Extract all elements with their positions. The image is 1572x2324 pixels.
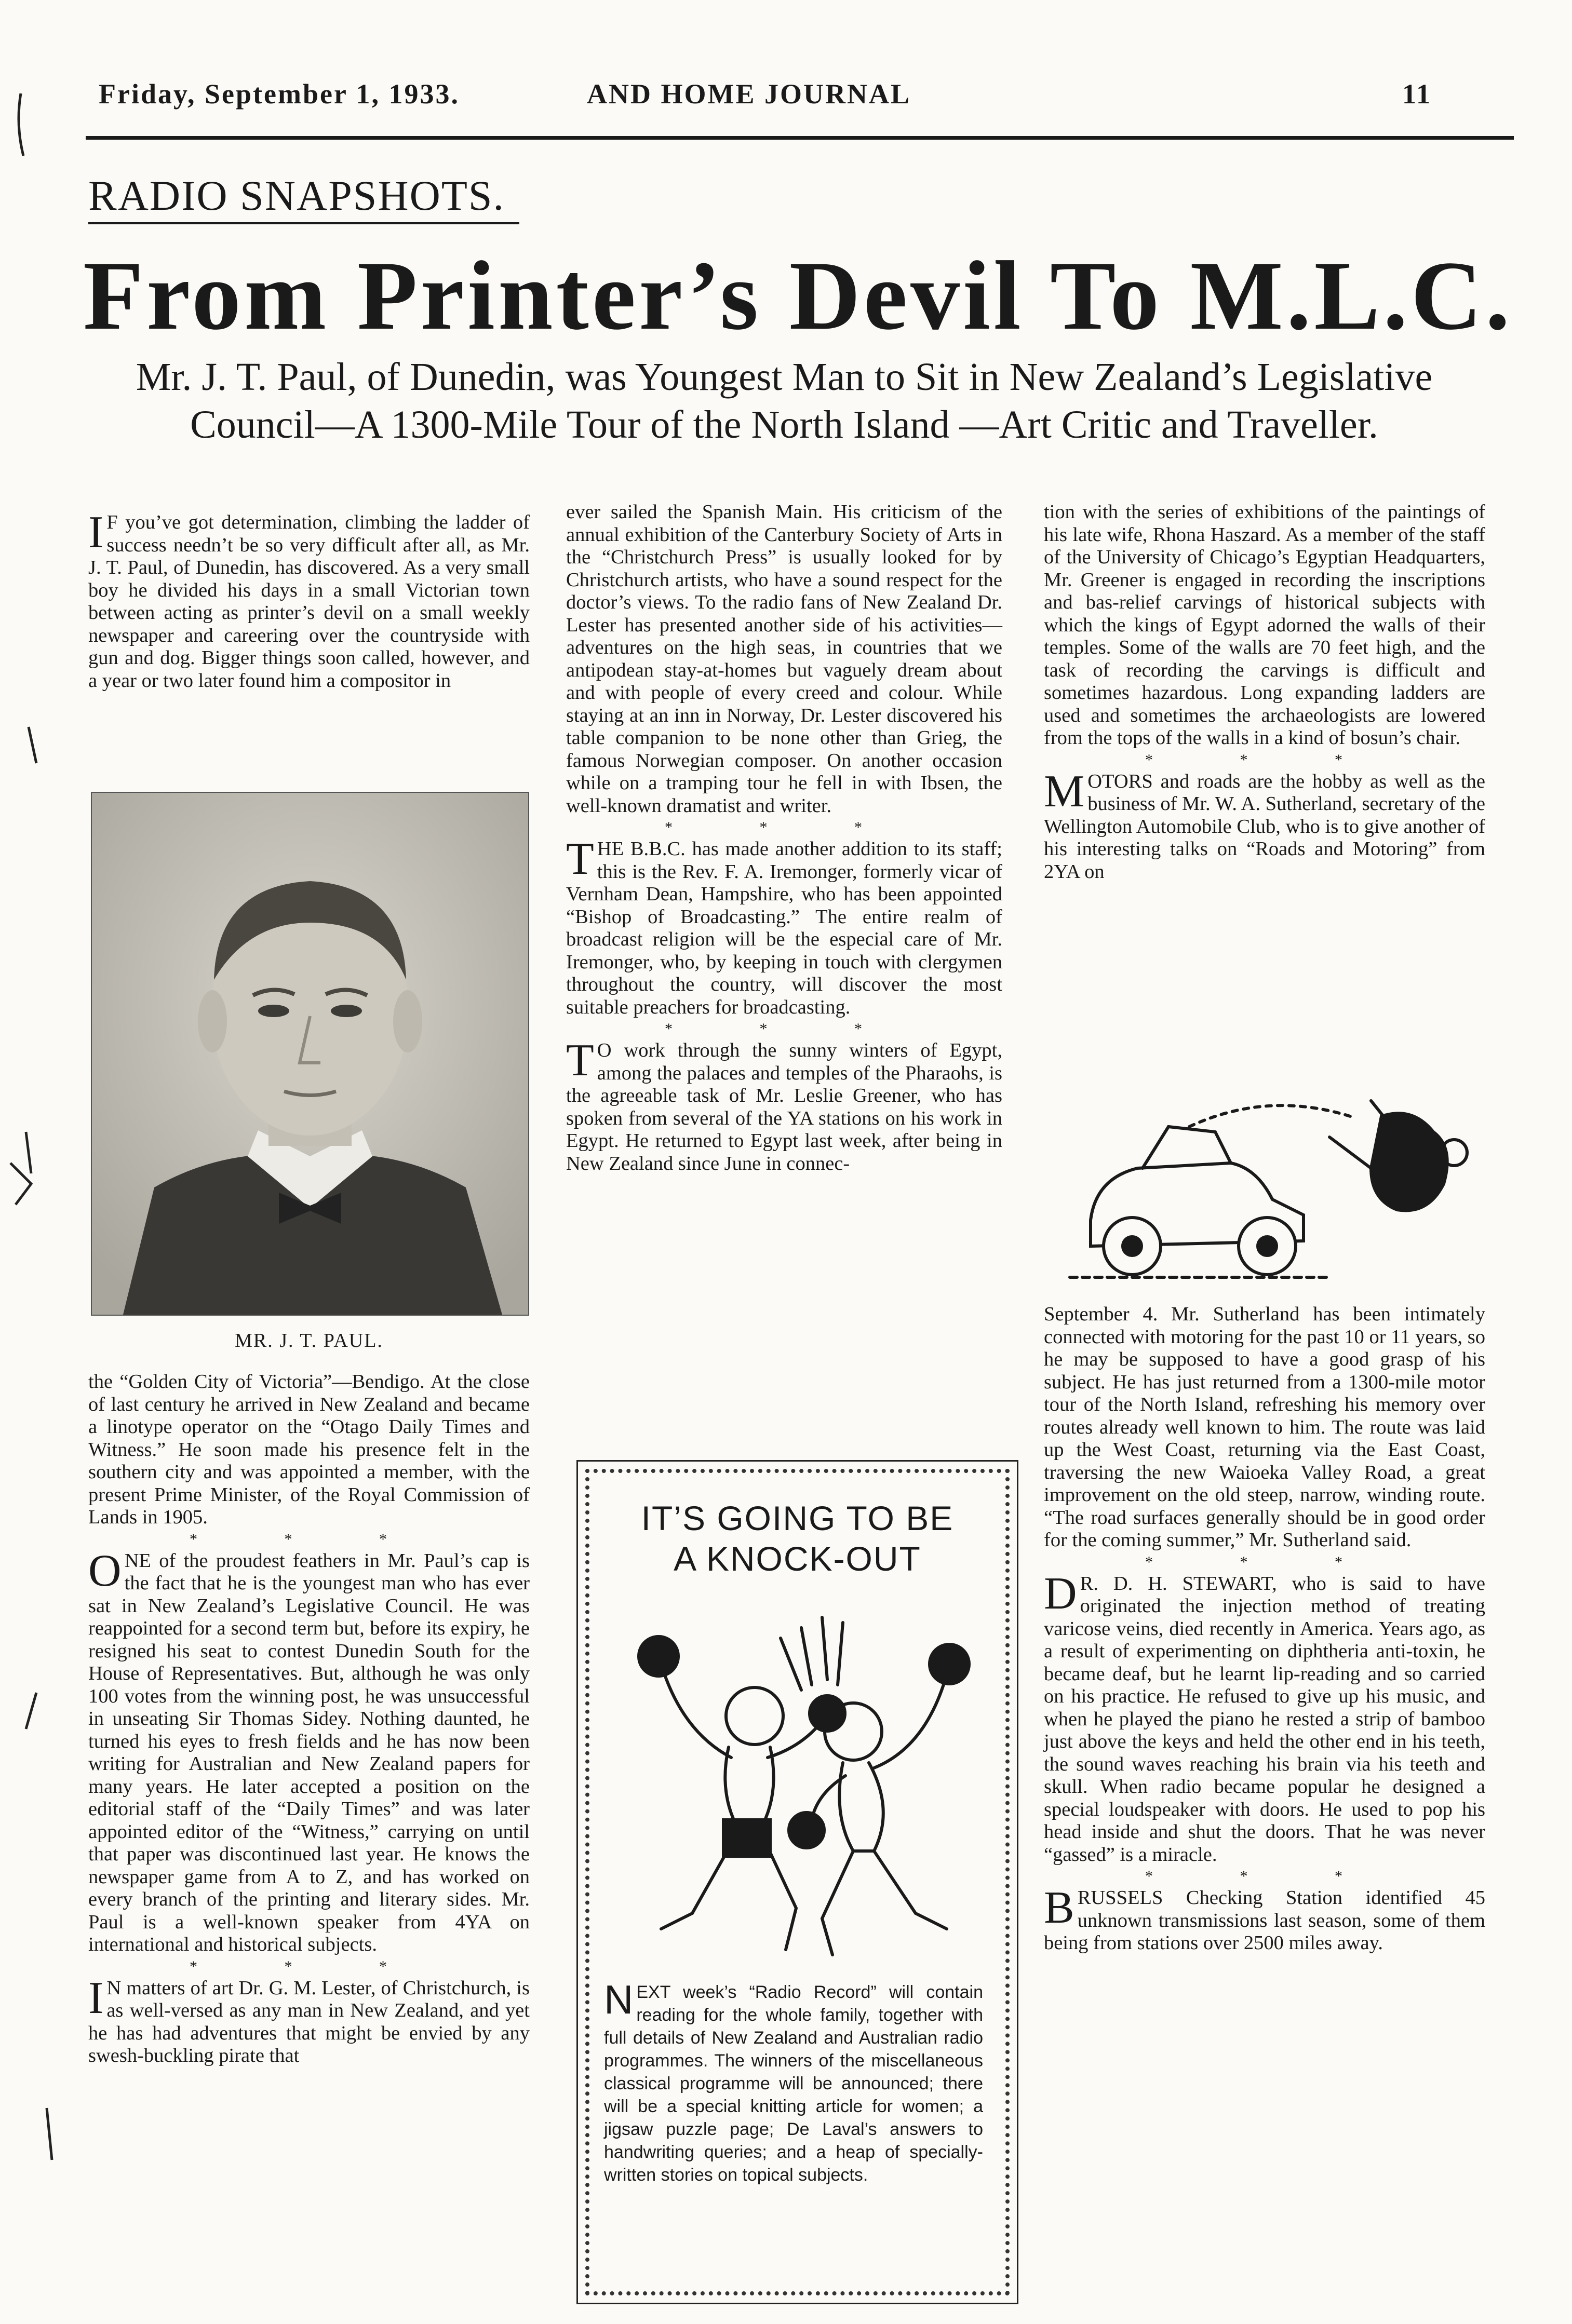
column-1-bottom [88,1371,530,2068]
header-rule [86,136,1514,140]
paragraph-text: N matters of art Dr. G. M. Lester, of Christchurch, is as well-versed as any man in New Zealand, and yet he has had adventures that might be envied by any swesh-buckling pirate that [88,1977,530,2066]
article-paragraph: ever sailed the Spanish Main. His criticism of the annual exhibition of the Canterbury Society of Arts in the “Christchurch Press” is usually looked for by Christchurch artists, who have a sound respect for the doctor’s views. To the radio fans of New Zealand Dr. Lester has presented another side of his activities—adventures on the high seas, in countries that we antipodean stay-at-homes but vaguely dream about and with people of every creed and colour. While staying at an inn in Norway, Dr. Lester discovered his table companion to be none other than Grieg, the famous Norwegian composer. On another occasion while on a tramping tour he fell in with Ibsen, the well-known dramatist and writer. [566,501,1002,817]
headline: From Printer’s Devil To M.L.C. [83,241,1513,350]
article-paragraph [88,1545,530,1956]
drop-cap: D [1044,1568,1077,1619]
article-paragraph: the “Golden City of Victoria”—Bendigo. At the close of last century he arrived in New Zealand and became a linotype operator on the “Otago Daily Times and Witness.” He soon made his presence felt in the southern city and was appointed a member, with the present Prime Minister, of the Royal Commission of Lands in 1905. [88,1371,530,1528]
section-title: RADIO SNAPSHOTS. [88,172,505,219]
drop-cap: T [566,834,594,884]
article-paragraph [566,1035,1002,1175]
article-paragraph [1044,1883,1485,1955]
article-paragraph: September 4. Mr. Sutherland has been intimately connected with motoring for the past 10 or 11 years, so he may be supposed to have a good grasp of his subject. He has just returned from a 1300-mile motor tour of the North Island, refreshing his memory over routes already well known to him. The route was laid up the West Coast, returning via the East Coast, traversing the new Waioeka Valley Road, a great improvement on the old steep, narrow, winding route. “The road surfaces generally should be in good order for the coming summer,” Mr. Sutherland said. [1044,1303,1485,1551]
article-paragraph: tion with the series of exhibitions of the paintings of his late wife, Rhona Haszard. As a member of the staff of the University of Chicago’s Egyptian Headquarters, Mr. Greener is engaged in recording the inscriptions and bas-relief carvings of historical subjects with which the kings of Egypt adorned the walls of their temples. Some of the walls are 70 feet high, and the task of recording the carvings is difficult and sometimes hazardous. Long expanding ladders are used and sometimes the archaeologists are lowered from the tops of the walls in a kind of bosun’s chair. [1044,501,1485,749]
paragraph-text: NE of the proudest feathers in Mr. Paul’s cap is the fact that he is the youngest man who has ever sat in New Zealand’s Legislative Council. He was reappointed for a second term but, before its expiry, he resigned his seat to contest Dunedin South for the House of Representatives. But, although he was only 100 votes from the winning post, he was unsuccessful in unseating Sir Thomas Sidey. Nothing daunted, he turned his eyes to fresh fields and he has now been writing for Australian and New Zealand papers for many years. He later accepted a position on the editorial staff of the “Daily Times” and was later appointed editor of the “Witness,” carrying on until that paper was discontinued last year. He knows the newspaper game from A to Z, and has worked on every branch of the printing and literary sides. Mr. Paul is a well-known speaker from 4YA on international and historical subjects. [88,1549,530,1955]
article-paragraph [88,1972,530,2068]
drop-cap: O [88,1545,122,1596]
separator-stars: * * * [190,1957,428,1975]
header-date: Friday, September 1, 1933. [99,78,460,110]
header-page-number: 11 [1402,78,1432,110]
drop-cap: T [566,1035,594,1086]
portrait-photo [91,792,529,1316]
column-1-top [88,507,530,692]
article-paragraph [1044,1568,1485,1867]
boxers-illustration [625,1597,973,1970]
separator-stars: * * * [1145,1553,1384,1571]
separator-stars: * * * [1145,751,1384,768]
separator-stars: * * * [190,1530,428,1548]
paragraph-text: O work through the sunny winters of Egypt, among the palaces and temples of the Pharaohs, is the agreeable task of Mr. Leslie Greener, who has spoken from several of the YA stations on his work in Egypt. He returned to Egypt last week, after being in New Zealand since June in connec- [566,1039,1002,1174]
paragraph-text: F you’ve got determination, climbing the ladder of success needn’t be so very difficult after all, as Mr. J. T. Paul, of Dunedin, has discovered. As a very small boy he divided his days in a small Victorian town between acting as printer’s devil on a small weekly newspaper and careering over the countryside with gun and dog. Bigger things soon called, however, and a year or two later found him a compositor in [88,511,530,692]
separator-stars: * * * [665,1020,904,1037]
drop-cap: I [88,1972,104,2023]
drop-cap: M [1044,766,1085,817]
column-3-bottom [1044,1303,1485,1955]
article-paragraph [1044,766,1485,884]
section-underline [88,222,519,224]
knockout-advert-box [576,1460,1018,2304]
separator-stars: * * * [1145,1868,1384,1885]
paragraph-text: RUSSELS Checking Station identified 45 unknown transmissions last season, some of them being from stations over 2500 miles away. [1044,1887,1485,1954]
photo-caption: MR. J. T. PAUL. [235,1330,383,1352]
column-3-top [1044,501,1485,883]
drop-cap: N [604,1977,634,2022]
advert-text [604,1977,983,2186]
advert-title-line-2: A KNOCK-OUT [674,1539,921,1578]
article-paragraph [566,834,1002,1019]
drop-cap: B [1044,1883,1074,1933]
advert-title-line-1: IT’S GOING TO BE [641,1499,954,1537]
paragraph-text: OTORS and roads are the hobby as well as the business of Mr. W. A. Sutherland, secretary of the Wellington Automobile Club, who is to give another of his interesting talks on “Roads and Motoring” from 2YA on [1044,770,1485,883]
margin-binding-marks [0,0,62,2324]
motorcar-cartoon [1059,1096,1485,1288]
drop-cap: I [88,507,104,558]
subheadline: Mr. J. T. Paul, of Dunedin, was Youngest Man to Sit in New Zealand’s Legislative Council—A 1300-Mile Tour of the North Island —Art Critic and Traveller. [136,355,1433,447]
paragraph-text: HE B.B.C. has made another addition to its staff; this is the Rev. F. A. Iremonger, formerly vicar of Vernham Dean, Hampshire, who has been appointed “Bishop of Broadcasting.” The entire realm of broadcast religion will be the especial care of Mr. Iremonger, who, by keeping in touch with clergymen throughout the country, will discover the most suitable preachers for broadcasting. [566,838,1002,1018]
paragraph-text: R. D. H. STEWART, who is said to have originated the injection method of treating varicose veins, died recently in America. Years ago, as a result of experimenting on diphtheria anti-toxin, he became deaf, but he learnt lip-reading and so carried on his practice. He refused to give up his music, and when he played the piano he rested a strip of bamboo just above the keys and held the other end in his teeth, the sound waves reaching his brain via his teeth and skull. When radio became popular he designed a special loudspeaker with doors. He used to pop his head inside and shut the doors. That he was never “gassed” is a miracle. [1044,1572,1485,1866]
advert-title [578,1498,1017,1579]
header-journal: AND HOME JOURNAL [587,78,911,110]
article-paragraph [88,507,530,692]
separator-stars: * * * [665,819,904,836]
paragraph-text: EXT week’s “Radio Record” will contain reading for the whole family, together with full details of New Zealand and Australian radio programmes. The winners of the miscellaneous classical programme will be announced; there will be a special knitting article for women; a jigsaw puzzle page; De Laval’s answers to handwriting queries; and a heap of specially-written stories on topical subjects. [604,1982,983,2185]
portrait-illustration [92,793,528,1315]
column-2 [566,501,1002,1175]
